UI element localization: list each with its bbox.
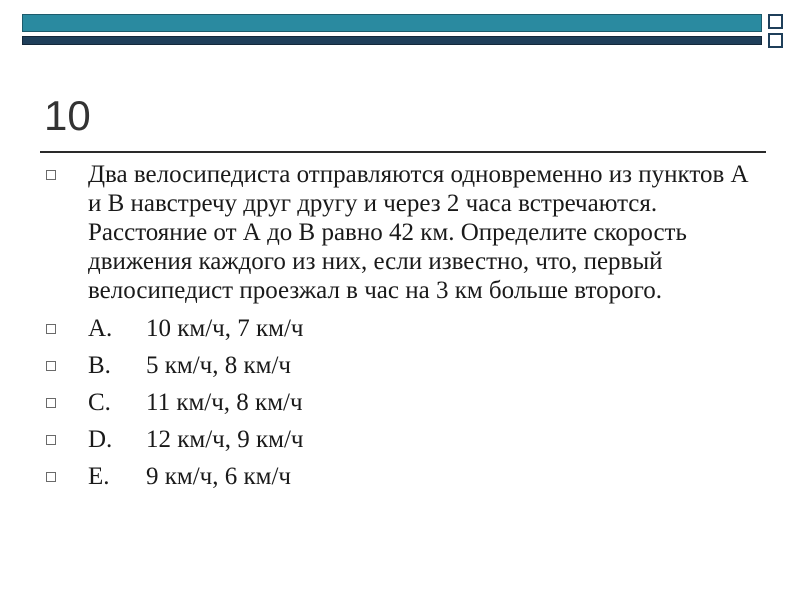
option-text: 11 км/ч, 8 км/ч <box>146 389 303 416</box>
square-bullet-icon <box>46 472 56 482</box>
answer-option-a <box>42 314 762 343</box>
question-item <box>42 160 762 305</box>
title-divider <box>40 151 766 153</box>
square-bullet-icon <box>46 398 56 408</box>
slide-content <box>42 160 762 499</box>
square-bullet-icon <box>46 435 56 445</box>
option-text: 5 км/ч, 8 км/ч <box>146 352 291 379</box>
option-letter: A. <box>88 315 113 342</box>
option-letter: C. <box>88 389 111 416</box>
slide-title: 10 <box>44 92 91 139</box>
answer-option-b <box>42 351 762 380</box>
option-text: 9 км/ч, 6 км/ч <box>146 463 291 490</box>
corner-square-bottom-icon <box>768 33 783 48</box>
option-text: 10 км/ч, 7 км/ч <box>146 315 304 342</box>
option-text: 12 км/ч, 9 км/ч <box>146 426 304 453</box>
square-bullet-icon <box>46 361 56 371</box>
header-bar-top <box>22 14 762 32</box>
answer-option-e <box>42 462 762 491</box>
header-bar-bottom <box>22 36 762 45</box>
square-bullet-icon <box>46 170 56 180</box>
square-bullet-icon <box>46 324 56 334</box>
option-letter: D. <box>88 426 113 453</box>
answer-option-c <box>42 388 762 417</box>
option-letter: E. <box>88 463 110 490</box>
question-text: Два велосипедиста отправляются одновременно из пунктов А и В навстречу друг другу и через 2 часа встречаются. Расстояние от А до В равно 42 км. Определите скорость движения каждого из них, если известно, что, первый велосипедист проезжал в час на 3 км больше второго. <box>88 161 749 304</box>
answer-option-d <box>42 425 762 454</box>
option-letter: B. <box>88 352 111 379</box>
corner-square-top-icon <box>768 14 783 29</box>
